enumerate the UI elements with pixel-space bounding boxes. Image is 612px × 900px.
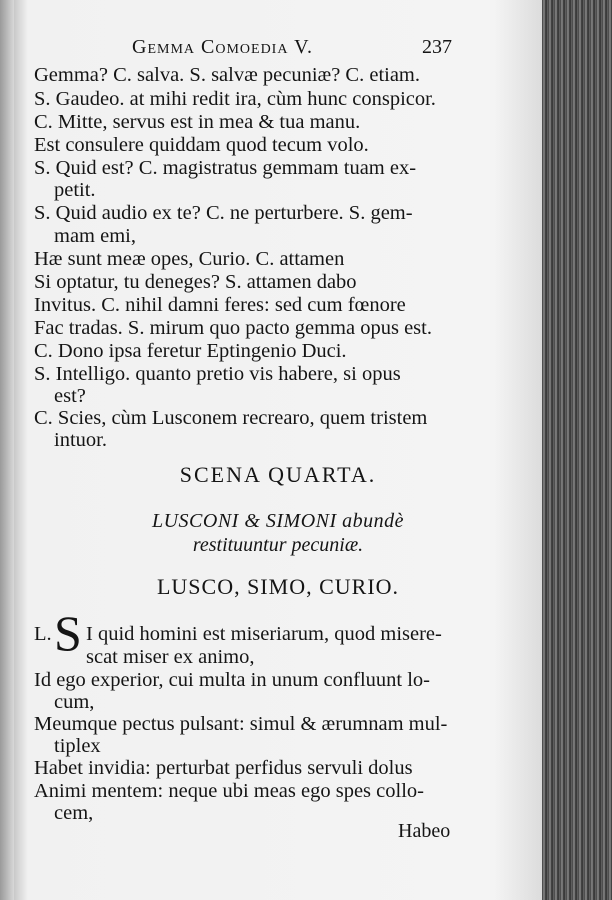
text-line: Id ego experior, cui multa in unum confluunt lo-	[34, 669, 430, 691]
text-line: S. Gaudeo. at mihi redit ira, cùm hunc conspicor.	[34, 88, 436, 110]
text-line: S. Quid est? C. magistratus gemmam tuam ex-	[34, 157, 417, 179]
text-line: Fac tradas. S. mirum quo pacto gemma opus est.	[34, 317, 432, 339]
running-title: Gemma Comoedia V.	[132, 36, 313, 58]
scene-argument-line: LUSCONI & SIMONI abundè	[151, 510, 405, 532]
text-line: C. Dono ipsa feretur Eptingenio Duci.	[34, 340, 347, 362]
text-line: scat miser ex animo,	[86, 646, 255, 668]
speaker-label: L.	[34, 623, 52, 645]
text-line: C. Scies, cùm Lusconem recrearo, quem tristem	[34, 407, 428, 429]
text-line: Si optatur, tu deneges? S. attamen dabo	[34, 271, 357, 293]
book-page	[14, 0, 542, 900]
text-line: Habet invidia: perturbat perfidus servuli dolus	[34, 757, 413, 779]
text-line: Hæ sunt meæ opes, Curio. C. attamen	[34, 248, 345, 270]
text-line: petit.	[54, 179, 96, 201]
text-line: Est consulere quiddam quod tecum volo.	[34, 134, 369, 156]
text-line: est?	[54, 385, 86, 407]
scene-argument-line: restituuntur pecuniæ.	[192, 534, 364, 556]
text-line: S. Intelligo. quanto pretio vis habere, si opus	[34, 363, 401, 385]
text-line: Gemma? C. salva. S. salvæ pecuniæ? C. etiam.	[34, 64, 421, 86]
previous-page-edge	[0, 0, 14, 900]
text-line: cum,	[54, 691, 95, 713]
text-line: C. Mitte, servus est in mea & tua manu.	[34, 111, 361, 133]
page-stack-edge	[536, 0, 612, 900]
text-line: Invitus. C. nihil damni feres: sed cum fœnore	[34, 294, 406, 316]
text-line: tiplex	[54, 735, 101, 757]
page-number: 237	[422, 36, 452, 58]
scene-title: SCENA QUARTA.	[179, 462, 377, 487]
text-line: intuor.	[54, 429, 107, 451]
text-line: S. Quid audio ex te? C. ne perturbere. S. gem-	[34, 202, 413, 224]
text-line: I quid homini est miseriarum, quod misere-	[86, 623, 442, 645]
catchword: Habeo	[398, 820, 451, 842]
text-line: mam emi,	[54, 225, 136, 247]
text-line: cem,	[54, 802, 94, 824]
drop-cap: S	[54, 605, 82, 661]
dramatis-personae: LUSCO, SIMO, CURIO.	[156, 574, 400, 599]
text-line: Animi mentem: neque ubi meas ego spes collo-	[34, 780, 424, 802]
text-line: Meumque pectus pulsant: simul & ærumnam mul-	[34, 713, 448, 735]
